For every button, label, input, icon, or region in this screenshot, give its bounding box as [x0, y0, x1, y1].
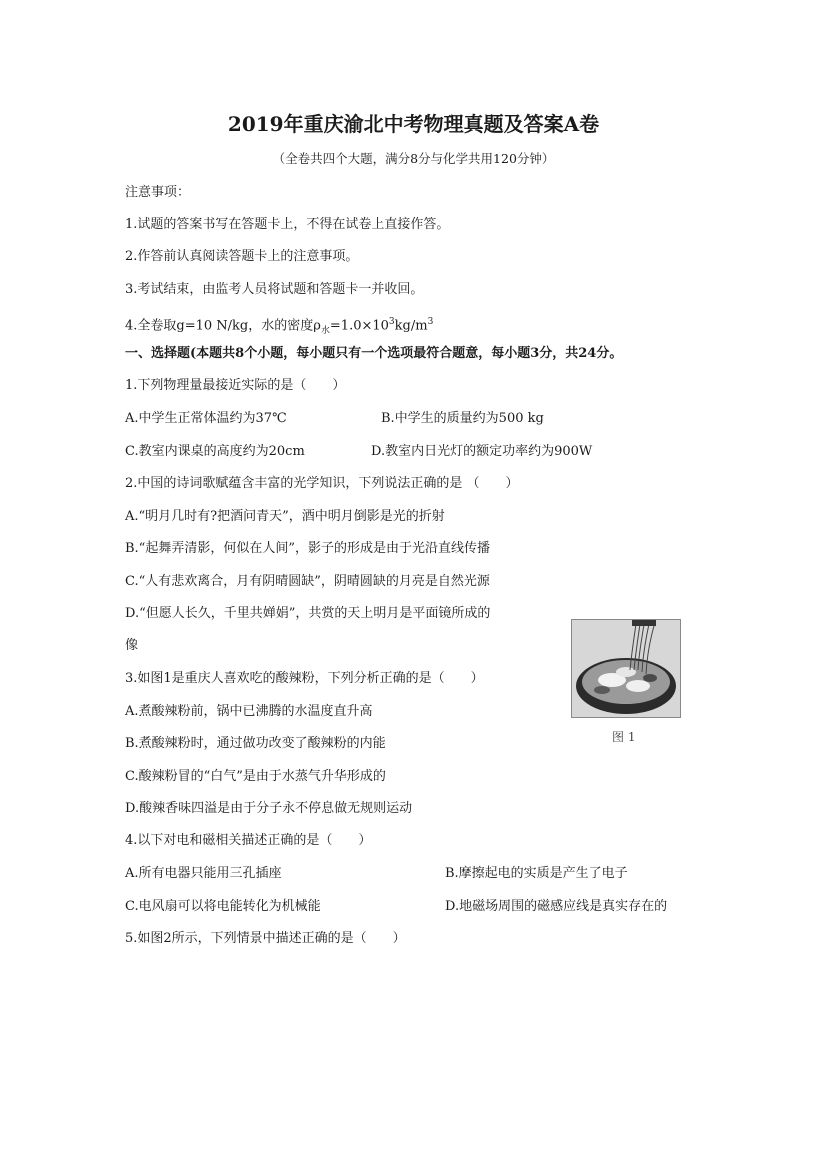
q5-stem: 5.如图2所示，下列情景中描述正确的是（ ） [125, 931, 406, 946]
q2-option-a: A.“明月几时有?把酒问青天”，酒中明月倒影是光的折射 [125, 509, 445, 524]
q2-option-d-line2: 像 [125, 638, 139, 653]
q3-option-a: A.煮酸辣粉前，锅中已沸腾的水温度直升高 [125, 704, 373, 719]
q4-option-d: D.地磁场周围的磁感应线是真实存在的 [445, 899, 668, 914]
q2-stem: 2.中国的诗词歌赋蕴含丰富的光学知识，下列说法正确的是 （ ） [125, 476, 519, 491]
notice-4-sup2: 3 [427, 317, 434, 327]
q2-option-c: C.“人有悲欢离合，月有阴晴圆缺”，阴晴圆缺的月亮是自然光源 [125, 574, 490, 589]
notice-4-mid: =1.0×10 [329, 318, 389, 334]
notice-item-3: 3.考试结束，由监考人员将试题和答题卡一并收回。 [125, 282, 424, 297]
q3-option-b: B.煮酸辣粉时，通过做功改变了酸辣粉的内能 [125, 736, 386, 751]
figure-1-caption: 图 1 [612, 730, 636, 744]
q3-option-c: C.酸辣粉冒的“白气”是由于水蒸气升华形成的 [125, 769, 386, 784]
q3-option-d: D.酸辣香味四溢是由于分子永不停息做无规则运动 [125, 801, 413, 816]
q2-option-b: B.“起舞弄清影，何似在人间”，影子的形成是由于光沿直线传播 [125, 541, 490, 556]
q4-option-c: C.电风扇可以将电能转化为机械能 [125, 899, 321, 914]
notice-4-sub: 水 [320, 325, 330, 336]
q4-option-b: B.摩擦起电的实质是产生了电子 [445, 866, 628, 881]
q4-stem: 4.以下对电和磁相关描述正确的是（ ） [125, 833, 372, 848]
q4-option-a: A.所有电器只能用三孔插座 [125, 866, 282, 881]
noodle-bowl-illustration [572, 620, 680, 717]
q1-option-a: A.中学生正常体温约为37℃ [125, 411, 287, 426]
notice-heading: 注意事项： [125, 185, 191, 200]
q1-stem: 1.下列物理量最接近实际的是（ ） [125, 378, 346, 393]
q1-option-d: D.教室内日光灯的额定功率约为900W [371, 444, 593, 459]
section-1-heading: 一、选择题(本题共8个小题，每小题只有一个选项最符合题意，每小题3分，共24分。 [125, 346, 623, 361]
q1-option-c: C.教室内课桌的高度约为20cm [125, 444, 305, 459]
q2-option-d-line1: D.“但愿人长久，千里共婵娟”，共赏的天上明月是平面镜所成的 [125, 606, 491, 621]
notice-item-1: 1.试题的答案书写在答题卡上，不得在试卷上直接作答。 [125, 217, 450, 232]
page-title: 2019年重庆渝北中考物理真题及答案A卷 [227, 112, 600, 136]
notice-4-unit: kg/m [394, 318, 428, 334]
notice-item-4 [125, 313, 433, 340]
page-subtitle: （全卷共四个大题，满分8分与化学共用120分钟） [272, 151, 555, 166]
figure-1-image [571, 619, 681, 718]
notice-4-prefix: 4.全卷取g=10 N/kg，水的密度ρ [125, 318, 321, 334]
notice-4-sup1: 3 [388, 317, 395, 327]
q3-stem: 3.如图1是重庆人喜欢吃的酸辣粉，下列分析正确的是（ ） [125, 671, 484, 686]
notice-item-2: 2.作答前认真阅读答题卡上的注意事项。 [125, 249, 359, 264]
q1-option-b: B.中学生的质量约为500 kg [381, 411, 544, 426]
